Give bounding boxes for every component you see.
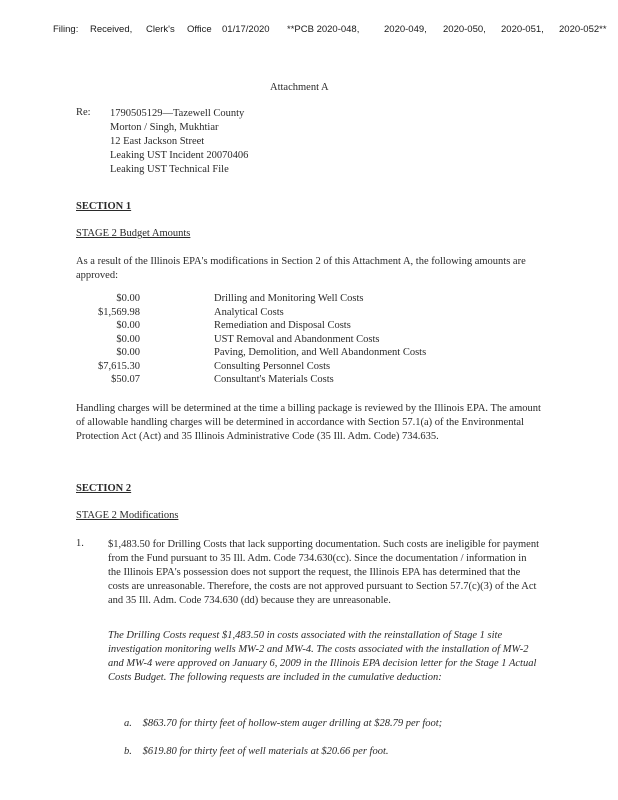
sub-item	[124, 745, 389, 759]
drilling-costs-explanation: The Drilling Costs request $1,483.50 in costs associated with the reinstallation of Stage 1 site investigation monitoring wells MW-2 and MW-4. The costs associated with the installation of MW-2 and MW-4 were approved on January 6, 2009 in the Illinois EPA decision letter for the Stage 1 Actual Costs Budget. The following requests are included in the cumulative deduction:	[108, 630, 537, 683]
section-1-heading: SECTION 1	[76, 201, 132, 212]
filing-date: 01/17/2020	[222, 24, 270, 35]
re-label: Re:	[76, 107, 91, 118]
amount-row	[84, 293, 484, 306]
section-2-subheading: STAGE 2 Modifications	[76, 510, 179, 521]
amount-value: $0.00	[116, 320, 140, 331]
amount-description: UST Removal and Abandonment Costs	[214, 334, 380, 345]
amount-value: $50.07	[111, 374, 140, 385]
pcb-number: 2020-050,	[443, 24, 486, 35]
filing-label: Filing:	[53, 24, 79, 35]
amount-value: $7,615.30	[98, 361, 140, 372]
sub-item-text: $863.70 for thirty feet of hollow-stem auger drilling at $28.79 per foot;	[142, 718, 443, 729]
section-2-heading: SECTION 2	[76, 483, 132, 494]
office-label: Office	[187, 24, 212, 35]
sub-item-label: b.	[124, 746, 132, 757]
amount-description: Remediation and Disposal Costs	[214, 320, 351, 331]
amount-row	[84, 334, 484, 347]
modification-item-text: $1,483.50 for Drilling Costs that lack supporting documentation. Such costs are ineligible for payment from the Fund pursuant to 35 Ill. Adm. Code 734.630(cc). Since the documentation / information in the Illinois EPA's possession does not support the request, the Illinois EPA has determined that the costs are unreasonable. Therefore, the costs are not approved pursuant to Section 57.7(c)(3) of the Act and 35 Ill. Adm. Code 734.630 (dd) because they are unreasonable.	[108, 539, 540, 606]
handling-charges-paragraph: Handling charges will be determined at the time a billing package is reviewed by the Illinois EPA. The amount of allowable handling charges will be determined in accordance with Section 57.1(a) of the Environmental Protection Act (Act) and 35 Illinois Administrative Code (35 Ill. Adm. Code) 734.635.	[76, 403, 541, 442]
re-line: Leaking UST Technical File	[110, 164, 229, 175]
amount-row	[84, 307, 484, 320]
amount-row	[84, 374, 484, 387]
received-label: Received,	[90, 24, 133, 35]
re-line: 12 East Jackson Street	[110, 136, 205, 147]
re-block	[110, 107, 248, 177]
re-line: 1790505129—Tazewell County	[110, 108, 245, 119]
amount-description: Analytical Costs	[214, 307, 284, 318]
amount-value: $0.00	[116, 347, 140, 358]
attachment-title: Attachment A	[270, 82, 329, 93]
pcb-number: **PCB 2020-048,	[287, 24, 360, 35]
amount-description: Consultant's Materials Costs	[214, 374, 334, 385]
sub-item-label: a.	[124, 718, 132, 729]
pcb-number: 2020-049,	[384, 24, 427, 35]
amount-row	[84, 347, 484, 360]
amount-value: $1,569.98	[98, 307, 140, 318]
amount-row	[84, 361, 484, 374]
re-line: Morton / Singh, Mukhtiar	[110, 122, 219, 133]
clerks-label: Clerk's	[146, 24, 175, 35]
pcb-number: 2020-051,	[501, 24, 544, 35]
amount-value: $0.00	[116, 334, 140, 345]
re-line: Leaking UST Incident 20070406	[110, 150, 249, 161]
item-number: 1.	[76, 538, 84, 549]
pcb-number: 2020-052**	[559, 24, 607, 35]
amount-row	[84, 320, 484, 333]
sub-item	[124, 717, 442, 731]
section-1-subheading: STAGE 2 Budget Amounts	[76, 228, 191, 239]
amount-description: Consulting Personnel Costs	[214, 361, 331, 372]
section-1-intro: As a result of the Illinois EPA's modifications in Section 2 of this Attachment A, the following amounts are approved:	[76, 256, 526, 281]
amount-value: $0.00	[116, 293, 140, 304]
sub-item-text: $619.80 for thirty feet of well materials at $20.66 per foot.	[142, 746, 389, 757]
amount-description: Drilling and Monitoring Well Costs	[214, 293, 364, 304]
amount-description: Paving, Demolition, and Well Abandonment Costs	[214, 347, 427, 358]
